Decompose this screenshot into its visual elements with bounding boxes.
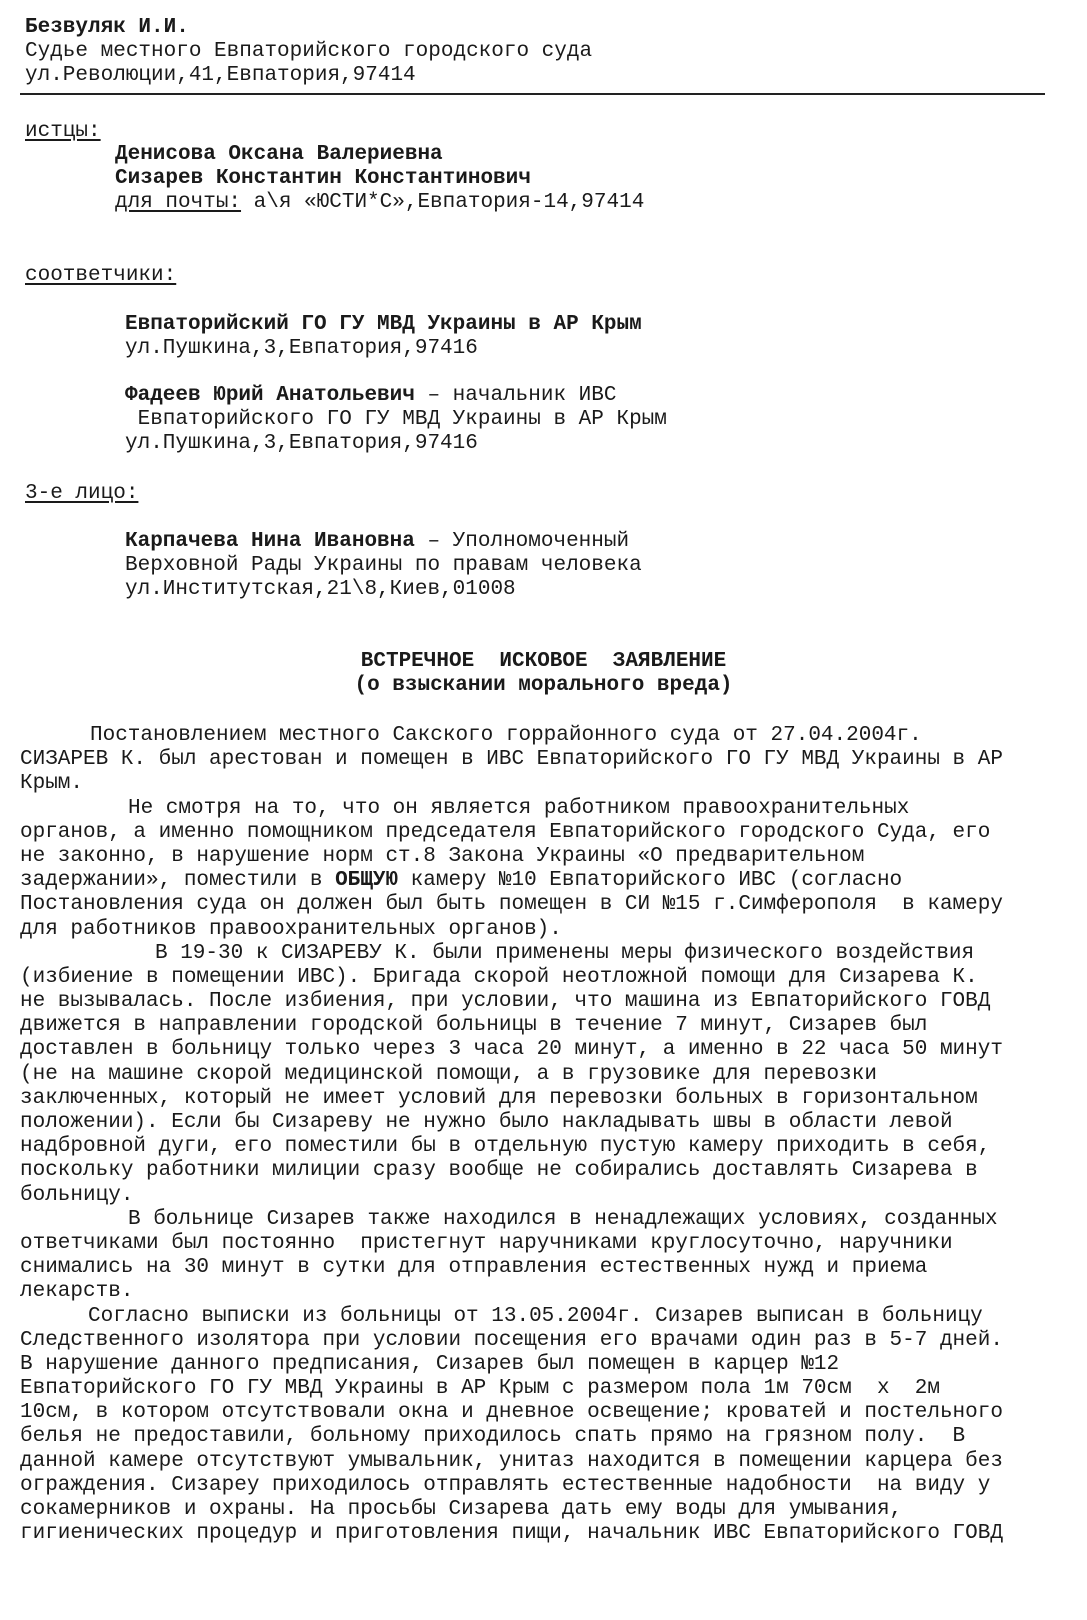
text-line: Согласно выписки из больницы от 13.05.2004г. Сизарев выписан в больницу [88,1304,983,1328]
text-line: данной камере отсутствуют умывальник, унитаз находится в помещении карцера без [20,1449,1003,1473]
text-line: заключенных, который не имеет условий для перевозки больных в горизонтальном [20,1086,978,1110]
judge-name: Безвуляк И.И. [25,16,189,39]
text-line: белья не предоставили, больному приходилось спать прямо на грязном полу. В [20,1425,966,1449]
text-line: Постановления суда он должен был быть помещен в СИ №15 г.Симферополя в камеру [20,893,1003,917]
header-divider [20,93,1045,95]
defendants-label-text: соответчики: [25,264,177,287]
text-line: В больнице Сизарев также находился в ненадлежащих условиях, созданных [128,1207,998,1231]
document-title [0,650,1087,698]
defendant-address: ул.Пушкина,3,Евпатория,97416 [125,337,478,361]
plaintiffs-label-text: истцы: [25,120,101,143]
text-line: снимались на 30 минут в сутки для отправления естественных нужд и приема [20,1256,928,1280]
text-segment: задержании», поместили в [20,869,336,893]
defendant-address: ул.Пушкина,3,Евпатория,97416 [125,432,478,456]
plaintiffs-block [115,143,644,216]
text-line: (избиение в помещении ИВС). Бригада скорой неотложной помощи для Сизарева К. [20,965,978,989]
third-party-label-text: 3-е лицо: [25,482,139,505]
text-line: Постановлением местного Сакского горрайонного суда от 27.04.2004г. [90,724,922,747]
emphasis-text: ОБЩУЮ [335,869,399,893]
text-line [20,869,1003,893]
plaintiffs-label [25,120,101,144]
text-line: органов, а именно помощником председателя Евпаторийского городского Суда, его [20,820,991,844]
text-line: надбровной дуги, его поместили бы в отдельную пустую камеру приходить в себя, [20,1135,991,1159]
defendant-org: Евпаторийского ГО ГУ МВД Украины в АР Крым [125,408,667,432]
text-line: ограждения. Сизареу приходилось отправлять естественные надобности на виду у [20,1473,991,1497]
text-line: Следственного изолятора при условии посещения его врачами один раз в 5-7 дней. [20,1328,1003,1352]
recipient-block [25,16,592,89]
text-line: 10см, в котором отсутствовали окна и дневное освещение; кроватей и постельного [20,1401,1003,1425]
text-line: ответчиками был постоянно пристегнут наручниками круглосуточно, наручники [20,1231,953,1255]
court-name: Судье местного Евпаторийского городского суда [25,40,593,64]
mail-label: для почты: [115,191,242,215]
defendant-name: Евпаторийский ГО ГУ МВД Украины в АР Крым [125,313,642,336]
third-party-label [25,482,138,506]
text-line: Не смотря на то, что он является работником правоохранительных [128,796,910,820]
third-party-address: ул.Институтская,21\8,Киев,01008 [125,578,516,602]
text-line: В 19-30 к СИЗАРЕВУ К. были применены меры физического воздействия [155,941,975,965]
text-line: доставлен в больницу только через 3 часа 20 минут, а именно в 22 часа 50 минут [20,1038,1003,1062]
text-segment: камеру №10 Евпаторийского ИВС (согласно [398,869,903,893]
text-line: В нарушение данного предписания, Сизарев был помещен в карцер №12 [20,1352,840,1376]
third-party-org: Верховной Рады Украины по правам человека [125,554,642,578]
third-party-block [125,530,642,603]
mail-address: а\я «ЮСТИ*С»,Евпатория-14,97414 [241,191,645,215]
defendants-label [25,264,176,288]
text-line: движется в направлении городской больницы в течение 7 минут, Сизарев был [20,1014,928,1038]
text-line: больницу. [20,1183,134,1207]
third-party-name: Карпачева Нина Ивановна [125,530,415,553]
document-body [20,724,1003,1546]
text-line: не законно, в нарушение норм ст.8 Закона Украины «О предварительном [20,844,865,868]
text-line: Евпаторийского ГО ГУ МВД Украины в АР Крым с размером пола 1м 70см х 2м [20,1377,940,1401]
text-line: для работников правоохранительных органов). [20,917,562,941]
defendant-2 [125,384,667,457]
text-line: положении). Если бы Сизареву не нужно было накладывать швы в области левой [20,1111,953,1134]
text-line: поскольку работники милиции сразу вообще не собирались доставлять Сизарева в [20,1159,978,1183]
defendant-role: – начальник ИВС [414,384,617,407]
plaintiff-name: Сизарев Константин Константинович [115,167,531,191]
paragraph [20,1305,1003,1547]
paragraph [20,942,1003,1208]
text-line: Крым. [20,772,84,796]
text-line: лекарств. [20,1280,134,1304]
title-sub: (о взыскании морального вреда) [354,674,733,698]
paragraph [20,724,1003,797]
plaintiff-name: Денисова Оксана Валериевна [115,143,443,166]
title-main: ВСТРЕЧНОЕ ИСКОВОЕ ЗАЯВЛЕНИЕ [360,650,727,673]
text-line: гигиенических процедур и приготовления пищи, начальник ИВС Евпаторийского ГОВД [20,1522,1003,1546]
paragraph [20,797,1003,942]
defendant-1 [125,313,642,361]
text-line: СИЗАРЕВ К. был арестован и помещен в ИВС Евпаторийского ГО ГУ МВД Украины в АР [20,748,1003,772]
defendant-name: Фадеев Юрий Анатольевич [125,384,415,407]
text-line: не вызывалась. После избиения, при условии, что машина из Евпаторийского ГОВД [20,990,991,1014]
text-line: сокамерников и охраны. На просьбы Сизарева дать ему воды для умывания, [20,1498,903,1521]
third-party-role: – Уполномоченный [414,530,630,553]
paragraph [20,1208,1003,1305]
text-line: (не на машине скорой медицинской помощи, а в грузовике для перевозки [20,1062,877,1086]
court-address: ул.Революции,41,Евпатория,97414 [25,64,416,88]
